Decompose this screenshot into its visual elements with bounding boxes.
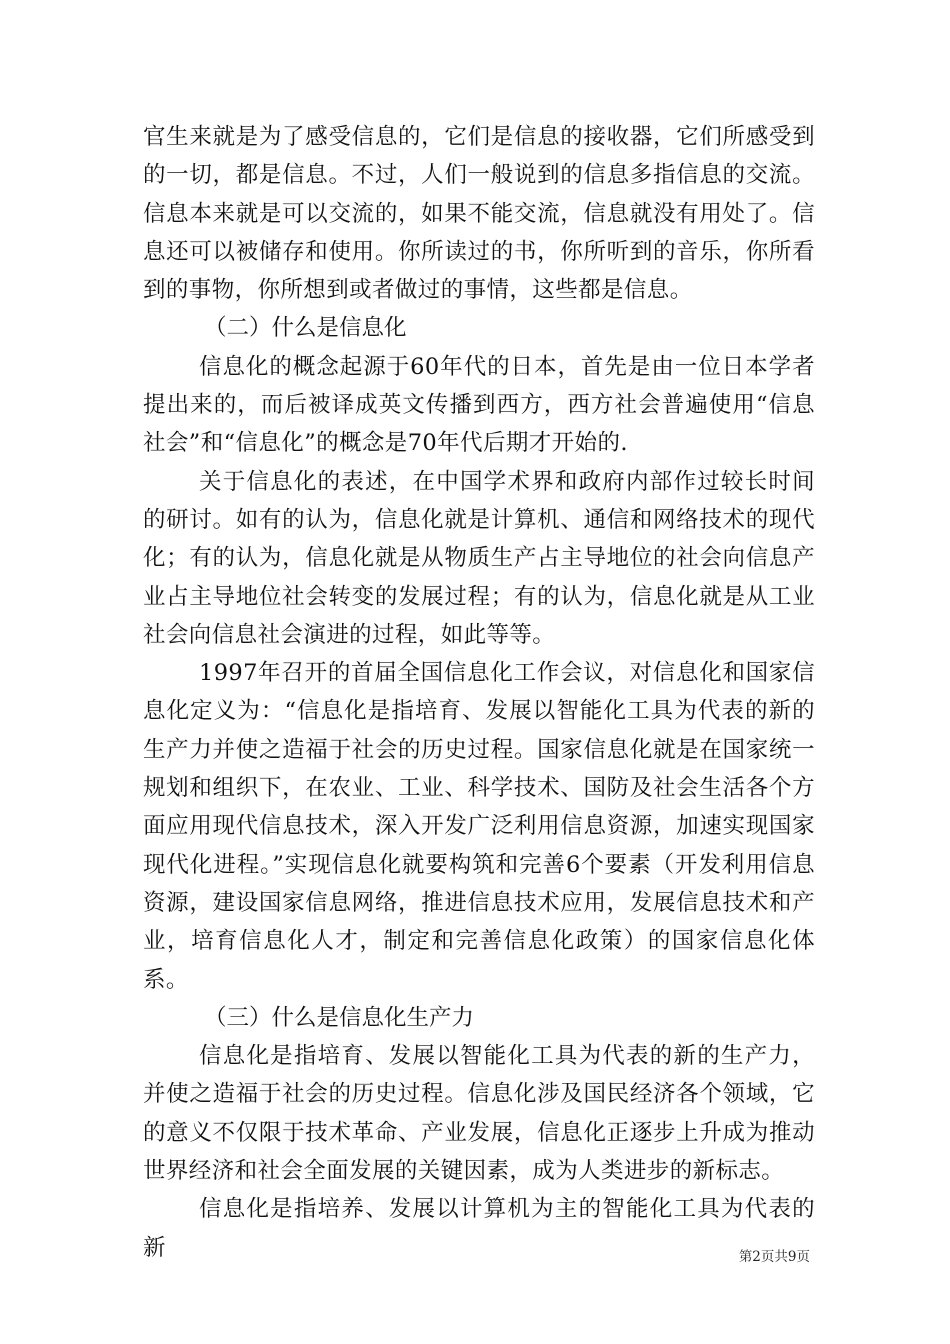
paragraph-discussion: 关于信息化的表述，在中国学术界和政府内部作过较长时间的研讨。如有的认为，信息化就是计算机、通信和网络技术的现代化；有的认为，信息化就是从物质生产占主导地位的社会向信息产业占主导地位社会转变的发展过程；有的认为，信息化就是从工业社会向信息社会演进的过程，如此等等。 bbox=[143, 468, 815, 648]
page-number-footer: 第2页共9页 bbox=[738, 1249, 810, 1265]
paragraph-productivity-cont: 信息化是指培养、发展以计算机为主的智能化工具为代表的新 bbox=[143, 1196, 815, 1261]
paragraph-productivity: 信息化是指培育、发展以智能化工具为代表的新的生产力，并使之造福于社会的历史过程。信息化涉及国民经济各个领域，它的意义不仅限于技术革命、产业发展，信息化正逐步上升成为推动世界经济和社会全面发展的关键因素，成为人类进步的新标志。 bbox=[143, 1043, 815, 1185]
section-heading-3: （三）什么是信息化生产力 bbox=[204, 1004, 475, 1031]
document-body bbox=[143, 118, 815, 1267]
paragraph-continuation: 官生来就是为了感受信息的，它们是信息的接收器，它们所感受到的一切，都是信息。不过，人们一般说到的信息多指信息的交流。信息本来就是可以交流的，如果不能交流，信息就没有用处了。信息还可以被储存和使用。你所读过的书，你所听到的音乐，你所看到的事物，你所想到或者做过的事情，这些都是信息。 bbox=[143, 124, 815, 304]
paragraph-definition: 1997年召开的首届全国信息化工作会议，对信息化和国家信息化定义为：“信息化是指培育、发展以智能化工具为代表的新的生产力并使之造福于社会的历史过程。国家信息化就是在国家统一规划和组织下，在农业、工业、科学技术、国防及社会生活各个方面应用现代信息技术，深入开发广泛利用信息资源，加速实现国家现代化进程。”实现信息化就要构筑和完善6个要素（开发利用信息资源，建设国家信息网络，推进信息技术应用，发展信息技术和产业，培育信息化人才，制定和完善信息化政策）的国家信息化体系。 bbox=[143, 660, 815, 993]
paragraph-origin: 信息化的概念起源于60年代的日本，首先是由一位日本学者提出来的，而后被译成英文传播到西方，西方社会普遍使用“信息社会”和“信息化”的概念是70年代后期才开始的. bbox=[143, 353, 815, 457]
section-heading-2: （二）什么是信息化 bbox=[204, 315, 407, 342]
